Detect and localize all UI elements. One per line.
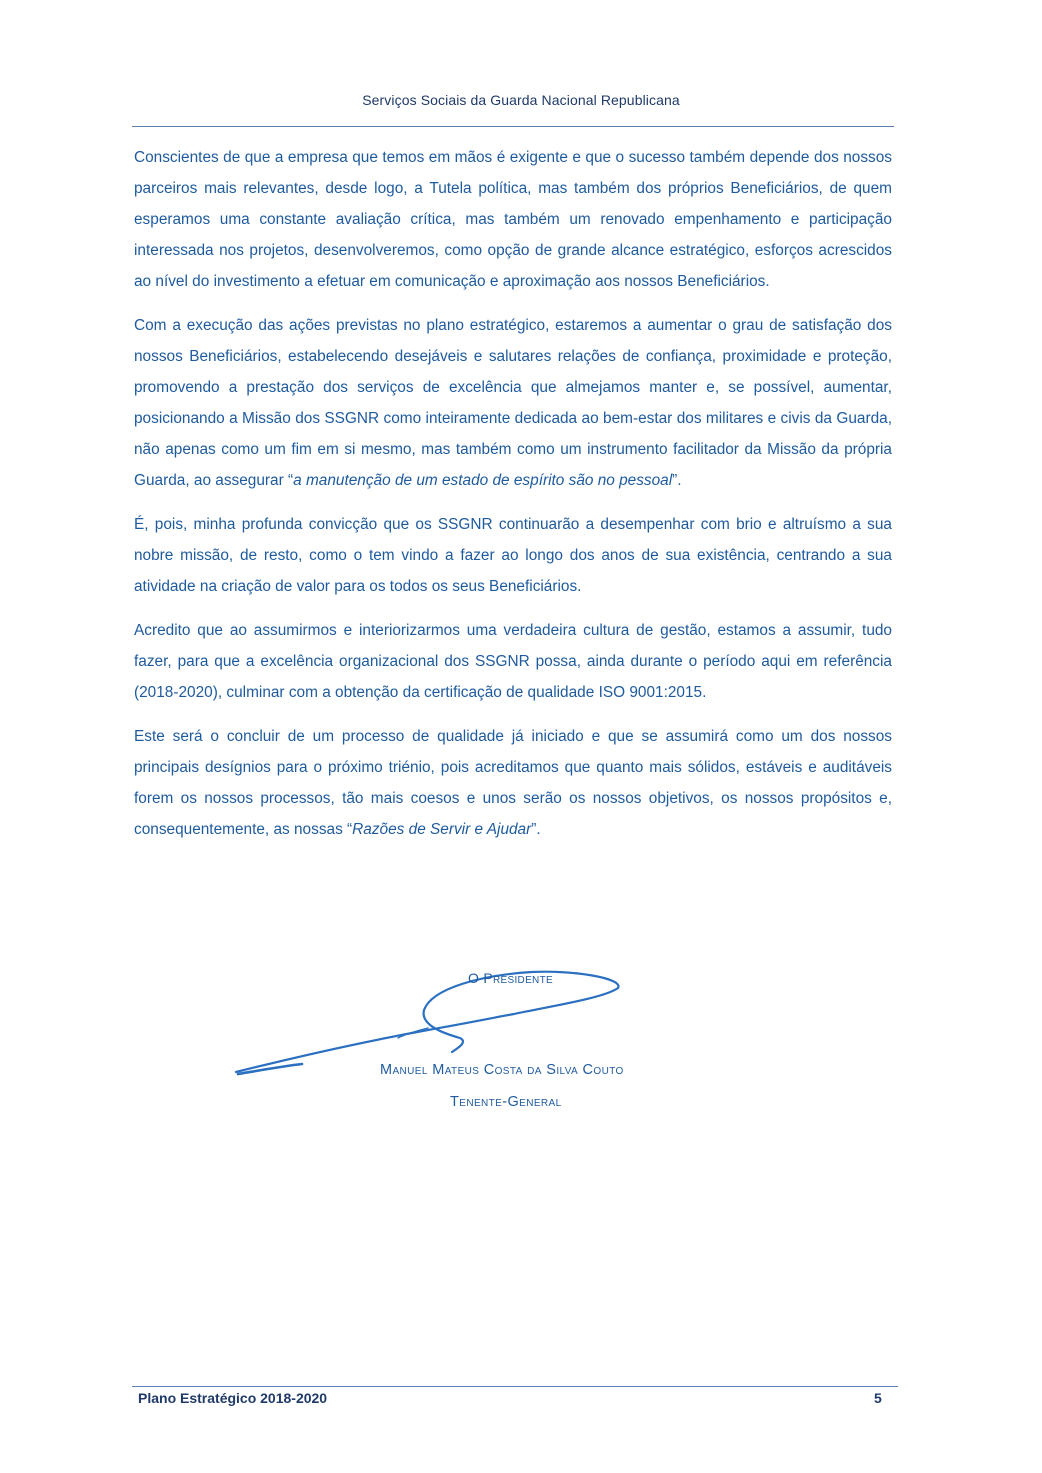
letter-body [134, 142, 892, 858]
header-divider [132, 126, 894, 127]
signatory-name: Manuel Mateus Costa da Silva Couto [380, 1062, 624, 1078]
signatory-rank: Tenente-General [450, 1094, 562, 1110]
page-header-title: Serviços Sociais da Guarda Nacional Republicana [362, 92, 680, 108]
paragraph-5-end: ”. [531, 821, 541, 838]
footer-document-title: Plano Estratégico 2018-2020 [138, 1390, 328, 1406]
page-number: 5 [874, 1390, 882, 1406]
paragraph-1: Conscientes de que a empresa que temos em mãos é exigente e que o sucesso também depende dos nossos parceiros mais relevantes, desde logo, a Tutela política, mas também dos próprios Beneficiários, de quem esperamos uma constante avaliação crítica, mas também um renovado empenhamento e participação interessada nos projetos, desenvolveremos, como opção de grande alcance estratégico, esforços acrescidos ao nível do investimento a efetuar em comunicação e aproximação aos nossos Beneficiários. [134, 149, 892, 290]
paragraph-2-end: ”. [672, 472, 682, 489]
paragraph-4: Acredito que ao assumirmos e interiorizarmos uma verdadeira cultura de gestão, estamos a assumir, tudo fazer, para que a excelência organizacional dos SSGNR possa, ainda durante o período aqui em referência (2018-2020), culminar com a obtenção da certificação de qualidade ISO 9001:2015. [134, 622, 892, 701]
paragraph-3: É, pois, minha profunda convicção que os SSGNR continuarão a desempenhar com brio e altruísmo a sua nobre missão, de resto, como o tem vindo a fazer ao longo dos anos de sua existência, centrando a sua atividade na criação de valor para os todos os seus Beneficiários. [134, 516, 892, 595]
footer-divider [132, 1386, 898, 1387]
paragraph-2-text: Com a execução das ações previstas no plano estratégico, estaremos a aumentar o grau de satisfação dos nossos Beneficiários, estabelecendo desejáveis e salutares relações de confiança, proximidade e proteção, promovendo a prestação dos serviços de excelência que almejamos manter e, se possível, aumentar, posicionando a Missão dos SSGNR como inteiramente dedicada ao bem-estar dos militares e civis da Guarda, não apenas como um fim em si mesmo, mas também como um instrumento facilitador da Missão da própria Guarda, ao assegurar “ [134, 317, 892, 489]
paragraph-2 [134, 310, 892, 496]
paragraph-2-quote: a manutenção de um estado de espírito são no pessoal [293, 472, 673, 489]
paragraph-5-text: Este será o concluir de um processo de qualidade já iniciado e que se assumirá como um dos nossos principais desígnios para o próximo triénio, pois acreditamos que quanto mais sólidos, estáveis e auditáveis forem os nossos processos, tão mais coesos e unos serão os nossos objetivos, os nossos propósitos e, consequentemente, as nossas “ [134, 728, 892, 838]
signature-block [232, 966, 712, 1126]
paragraph-5 [134, 721, 892, 845]
paragraph-5-quote: Razões de Servir e Ajudar [352, 821, 532, 838]
signatory-role: O Presidente [468, 970, 553, 986]
